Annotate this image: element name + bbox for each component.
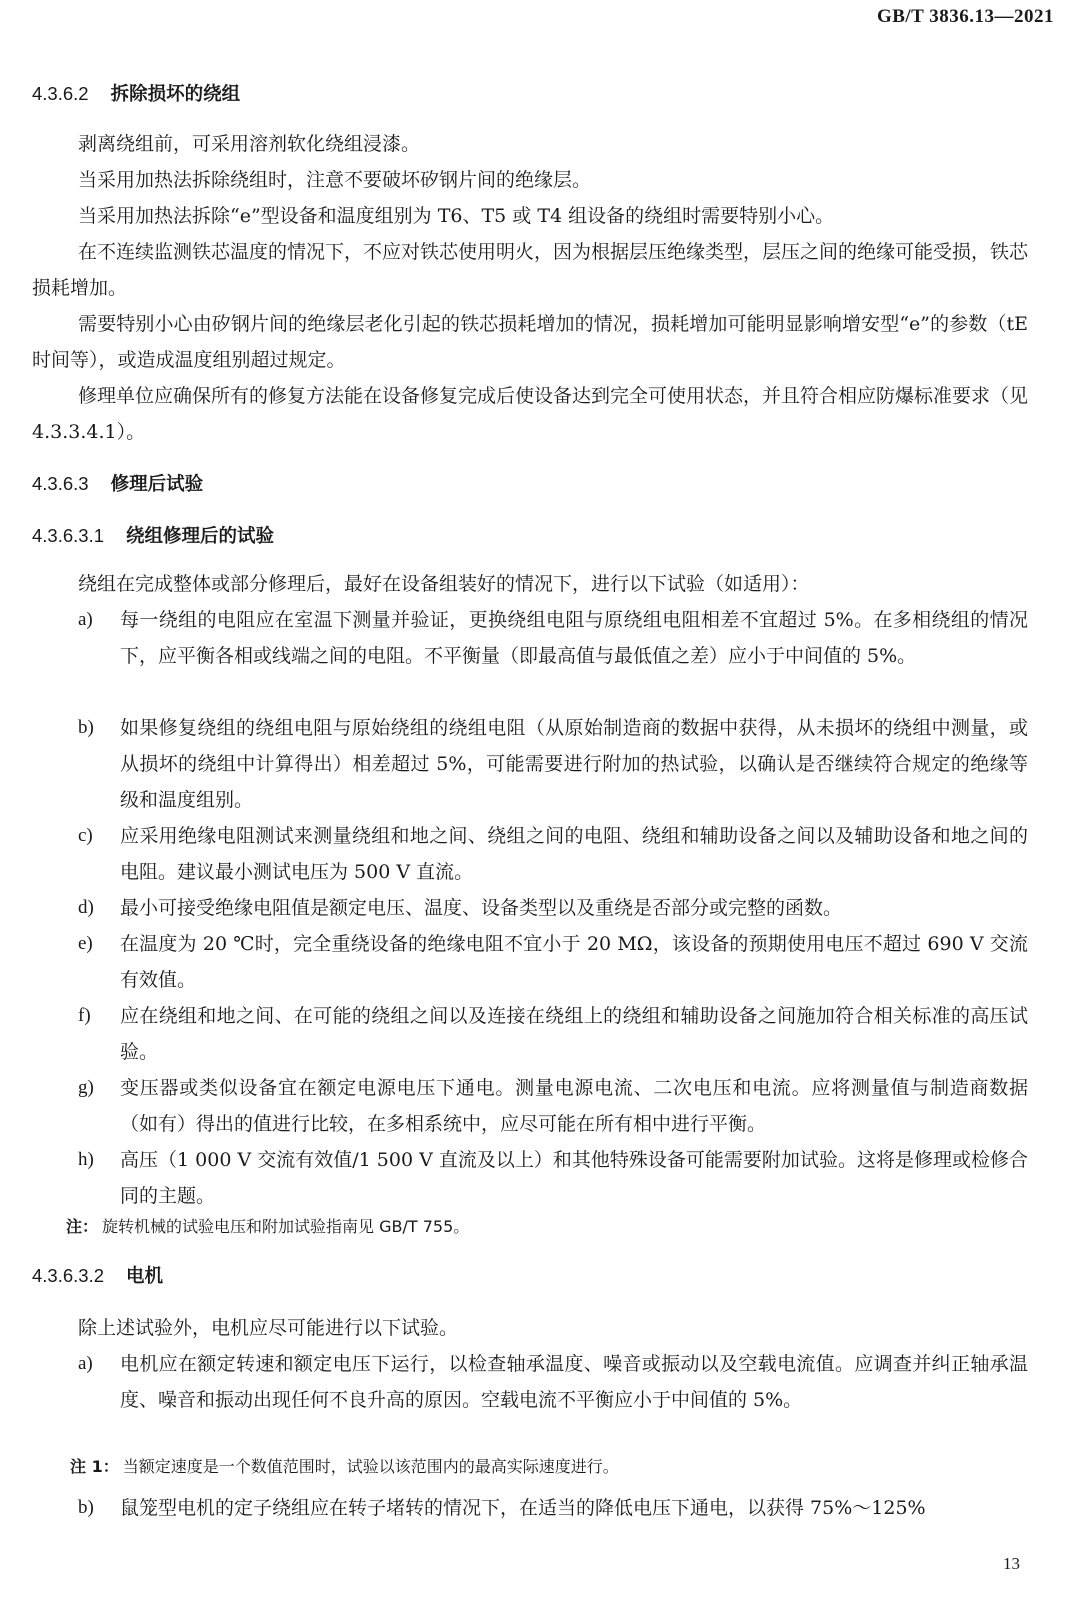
page-number: 13 xyxy=(1003,1554,1020,1573)
paragraph: 修理单位应确保所有的修复方法能在设备修复完成后使设备达到完全可使用状态，并且符合相应防爆标准要求（见 4.3.3.4.1）。 xyxy=(32,385,1029,443)
list-item: c) 应采用绝缘电阻测试来测量绕组和地之间、绕组之间的电阻、绕组和辅助设备之间以及辅助设备和地之间的电阻。建议最小测试电压为 500 V 直流。 xyxy=(78,825,1028,883)
list-item: a) 每一绕组的电阻应在室温下测量并验证，更换绕组电阻与原绕组电阻相差不宜超过 5%。在多相绕组的情况下，应平衡各相或线端之间的电阻。不平衡量（即最高值与最低值之差）应小于中间值的 5%。 xyxy=(78,609,1028,667)
list-item: f) 应在绕组和地之间、在可能的绕组之间以及连接在绕组上的绕组和辅助设备之间施加符合相关标准的高压试验。 xyxy=(78,1005,1028,1063)
heading-number: 4.3.6.3 xyxy=(32,473,89,494)
heading-4362 xyxy=(32,80,240,106)
paragraph: 需要特别小心由矽钢片间的绝缘层老化引起的铁芯损耗增加的情况，损耗增加可能明显影响增安型“e”的参数（tE时间等），或造成温度组别超过规定。 xyxy=(32,313,1028,371)
note: 注 1： 当额定速度是一个数值范围时，试验以该范围内的最高实际速度进行。 xyxy=(70,1457,619,1476)
heading-title: 拆除损坏的绕组 xyxy=(110,84,241,105)
list-item: d) 最小可接受绝缘电阻值是额定电压、温度、设备类型以及重绕是否部分或完整的函数。 xyxy=(78,897,843,919)
paragraph: 当采用加热法拆除绕组时，注意不要破坏矽钢片间的绝缘层。 xyxy=(78,169,592,191)
heading-43631 xyxy=(32,522,274,548)
note: 注： 旋转机械的试验电压和附加试验指南见 GB/T 755。 xyxy=(66,1217,470,1236)
heading-number: 4.3.6.3.2 xyxy=(32,1265,105,1286)
paragraph: 绕组在完成整体或部分修理后，最好在设备组装好的情况下，进行以下试验（如适用）： xyxy=(78,573,810,595)
list-item: b) 如果修复绕组的绕组电阻与原始绕组的绕组电阻（从原始制造商的数据中获得，从未损坏的绕组中测量，或从损坏的绕组中计算得出）相差超过 5%，可能需要进行附加的热试验，以确认是否继续符合规定的绝缘等级和温度组别。 xyxy=(78,717,1028,811)
list-item: a) 电机应在额定转速和额定电压下运行，以检查轴承温度、噪音或振动以及空载电流值。应调查并纠正轴承温度、噪音和振动出现任何不良升高的原因。空载电流不平衡应小于中间值的 5%。 xyxy=(78,1353,1028,1411)
list-item: e) 在温度为 20 ℃时，完全重绕设备的绝缘电阻不宜小于 20 MΩ，该设备的预期使用电压不超过 690 V 交流有效值。 xyxy=(78,933,1028,991)
list-item: g) 变压器或类似设备宜在额定电源电压下通电。测量电源电流、二次电压和电流。应将测量值与制造商数据（如有）得出的值进行比较，在多相系统中，应尽可能在所有相中进行平衡。 xyxy=(78,1077,1028,1135)
paragraph: 剥离绕组前，可采用溶剂软化绕组浸漆。 xyxy=(78,133,421,155)
heading-title: 电机 xyxy=(126,1266,164,1287)
heading-title: 修理后试验 xyxy=(110,474,204,495)
heading-number: 4.3.6.2 xyxy=(32,83,89,104)
paragraph: 除上述试验外，电机应尽可能进行以下试验。 xyxy=(78,1317,459,1339)
list-item: b) 鼠笼型电机的定子绕组应在转子堵转的情况下，在适当的降低电压下通电，以获得 75%～125% xyxy=(78,1497,926,1519)
heading-number: 4.3.6.3.1 xyxy=(32,525,105,546)
list-item: h) 高压（1 000 V 交流有效值/1 500 V 直流及以上）和其他特殊设备可能需要附加试验。这将是修理或检修合同的主题。 xyxy=(78,1149,1028,1207)
heading-4363 xyxy=(32,470,203,496)
standard-code: GB/T 3836.13—2021 xyxy=(876,6,1054,27)
paragraph: 在不连续监测铁芯温度的情况下，不应对铁芯使用明火，因为根据层压绝缘类型，层压之间的绝缘可能受损，铁芯损耗增加。 xyxy=(32,241,1029,299)
heading-43632 xyxy=(32,1262,163,1288)
heading-title: 绕组修理后的试验 xyxy=(126,526,275,547)
paragraph: 当采用加热法拆除“e”型设备和温度组别为 T6、T5 或 T4 组设备的绕组时需要特别小心。 xyxy=(78,205,835,227)
